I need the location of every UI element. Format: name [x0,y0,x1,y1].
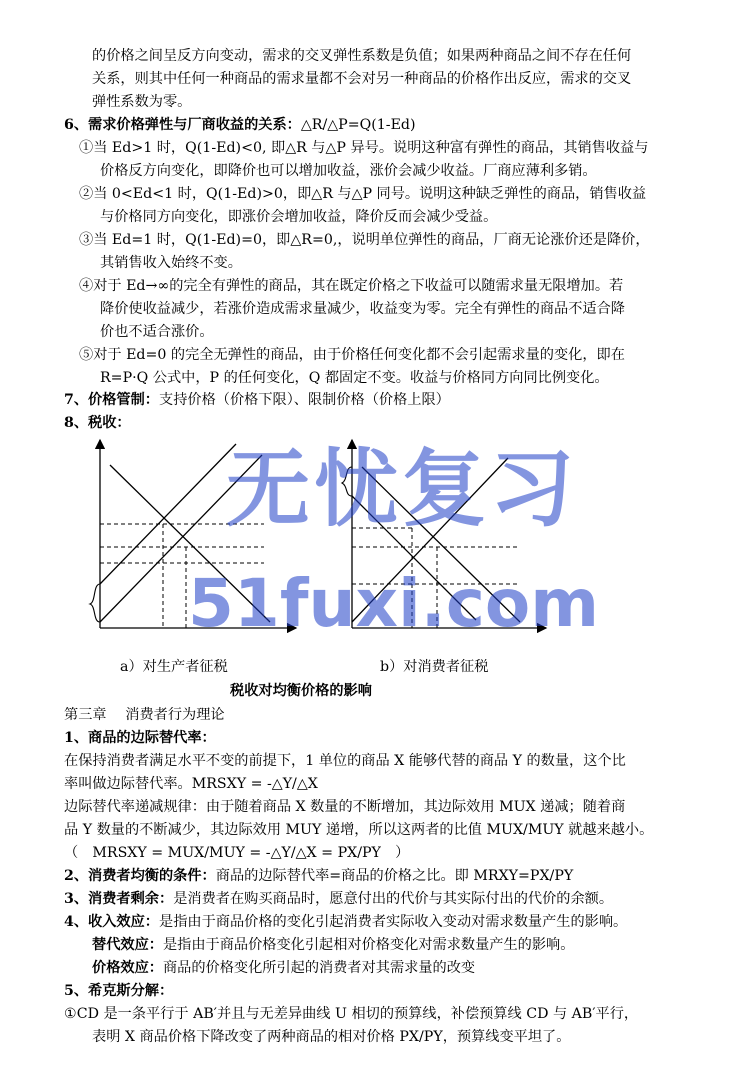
section-7-heading: 7、价格管制： [64,392,159,408]
panel-a-tax-brace [90,584,100,622]
list-item-line: ④对于 Ed→∞的完全有弹性的商品，其在既定价格之下收益可以随需求量无限增加。若 [79,278,624,294]
list-item-line: R=P·Q 公式中，P 的任何变化，Q 都固定不变。收益与价格同方向同比例变化。 [100,370,609,386]
paragraph-line: 率叫做边际替代率。MRSXY = -△Y/△X [64,776,318,792]
section-text: 是指由于商品价格的变化引起消费者实际收入变动对需求数量产生的影响。 [159,914,628,930]
section-heading: 4、收入效应： [64,914,159,930]
section-line [92,958,475,978]
section-heading: 替代效应： [92,937,163,953]
list-item-line: 价格反方向变化，即降价也可以增加收益，涨价会减少收益。厂商应薄利多销。 [100,163,597,179]
section-line [92,935,574,955]
section-text: 是消费者在购买商品时，愿意付出的代价与其实际付出的代价的余额。 [173,891,614,907]
section-line [64,866,573,886]
paragraph-line: 的价格之间呈反方向变动，需求的交叉弹性系数是负值；如果两种商品之间不存在任何 [92,48,632,64]
panel-b-supply [352,458,508,622]
paragraph-line: ①CD 是一条平行于 AB′并且与无差异曲线 U 相切的预算线，补偿预算线 CD 与 AB′平行， [64,1006,639,1022]
paragraph-line: 品 Y 数量的不断减少，其边际效用 MUY 递增，所以这两者的比值 MUX/MUY 就越来越小。 [64,822,654,838]
section-6-heading: 6、需求价格弹性与厂商收益的关系： [64,117,301,133]
panel-b-demand-original [362,467,520,622]
section-heading: 价格效应： [92,960,163,976]
section-line [64,912,627,932]
list-item-line: ①当 Ed>1 时，Q(1-Ed)<0, 即△R 与△P 异号。说明这种富有弹性的商品，其销售收益与 [79,140,649,156]
list-item-line: 其销售收入始终不变。 [100,255,242,271]
section-heading: 5、希克斯分解： [64,983,174,999]
section-6-formula: △R/△P=Q(1-Ed) [300,117,416,133]
section-heading: 3、消费者剩余： [64,891,174,907]
panel-b-tax-brace [342,467,352,496]
panel-b-demand-shifted [352,496,476,620]
section-line [64,889,613,909]
list-item-line: 降价使收益减少，若涨价造成需求量减少，收益变为零。完全有弹性的商品不适合降 [100,301,625,317]
section-text: 是指由于商品价格变化引起相对价格变化对需求数量产生的影响。 [162,937,575,953]
list-item-line: ③当 Ed=1 时，Q(1-Ed)=0，即△R=0,，说明单位弹性的商品，厂商无论涨价还是降价， [79,232,650,248]
section-text: 商品的边际替代率=商品的价格之比。即 MRXY=PX/PY [215,868,574,884]
figure-title: 税收对均衡价格的影响 [230,683,372,699]
list-item-line: 与价格同方向变化，即涨价会增加收益，降价反而会减少受益。 [100,209,498,225]
section-7-text: 支持价格（价格下限）、限制价格（价格上限） [159,392,450,408]
watermark-text: 无忧复习 [226,440,579,538]
list-item-line: 价也不适合涨价。 [100,324,214,340]
panel-a-supply-original [100,455,262,622]
section-8-heading: 8、税收： [64,415,131,431]
paragraph-line: 在保持消费者满足水平不变的前提下，1 单位的商品 X 能够代替的商品 Y 的数量，这个比 [64,753,626,769]
paragraph-line: 弹性系数为零。 [92,94,192,110]
list-item-line: ⑤对于 Ed=0 的完全无弹性的商品，由于价格任何变化都不会引起需求量的变化，即在 [79,347,625,363]
paragraph-line: （ MRSXY = MUX/MUY = -△Y/△X = PX/PY ） [64,845,410,861]
chapter-title: 第三章 消费者行为理论 [64,707,225,723]
section-heading: 1、商品的边际替代率： [64,730,216,746]
paragraph-line: 关系，则其中任何一种商品的需求量都不会对另一种商品的价格作出反应，需求的交叉 [92,71,632,87]
paragraph-line: 边际替代率递减规律：由于随着商品 X 数量的不断增加，其边际效用 MUX 递减；随着商 [64,799,626,815]
panel-a-demand [110,465,270,622]
figure-caption-a: a）对生产者征税 [120,659,228,675]
paragraph-line: 表明 X 商品价格下降改变了两种商品的相对价格 PX/PY，预算线变平坦了。 [92,1029,571,1045]
section-text: 商品的价格变化所引起的消费者对其需求量的改变 [162,960,476,976]
section-heading: 2、消费者均衡的条件： [64,868,216,884]
figure-caption-b: b）对消费者征税 [380,659,489,675]
watermark-url: 51fuxi.com [188,565,600,642]
list-item-line: ②当 0<Ed<1 时，Q(1-Ed)>0，即△R 与△P 同号。说明这种缺乏弹性的商品，销售收益 [79,186,647,202]
